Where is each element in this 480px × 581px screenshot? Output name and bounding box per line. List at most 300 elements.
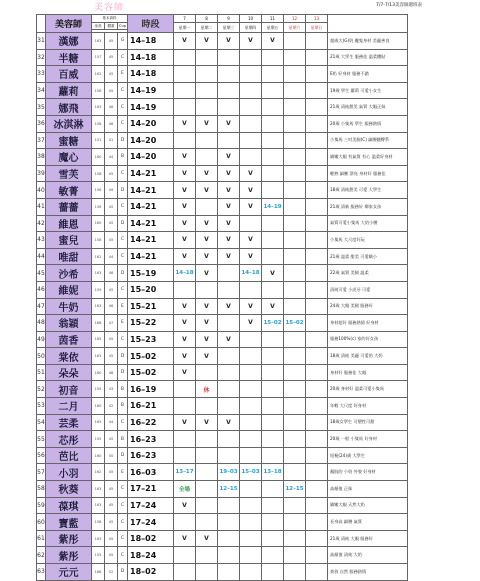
stylist-name: 芸柔 (46, 414, 92, 431)
weight-value: 42 (105, 398, 118, 415)
schedule-table (36, 14, 408, 581)
row-number: 51 (37, 364, 46, 381)
day-6-mark (284, 348, 306, 365)
day-3-mark (218, 132, 240, 149)
weight-value: 47 (105, 315, 118, 332)
day-2-mark (196, 49, 218, 66)
time-slot: 16–23 (128, 447, 174, 464)
header-slot: 時段 (128, 15, 174, 33)
remarks: 小隻馬 三吋美腿(C) 細腰翹臀系 (328, 132, 408, 149)
time-slot: 14–20 (128, 149, 174, 166)
day-4-mark (240, 364, 262, 381)
row-number: 60 (37, 514, 46, 531)
day-1-mark: V (174, 232, 196, 249)
day-1-mark: V (174, 364, 196, 381)
day-6-mark (284, 514, 306, 531)
day-5-mark (262, 514, 284, 531)
day-4-mark: V (240, 232, 262, 249)
height-value: 168 (92, 564, 105, 581)
weight-value: 45 (105, 464, 118, 481)
cup-value: D (118, 348, 128, 365)
time-slot: 18–02 (128, 564, 174, 581)
stylist-name: 蜜兒 (46, 232, 92, 249)
height-value: 160 (92, 215, 105, 232)
day-6-mark (284, 381, 306, 398)
cup-value: C (118, 99, 128, 116)
day-5-mark: V (262, 298, 284, 315)
day-7-mark (306, 66, 328, 83)
height-value: 156 (92, 182, 105, 199)
table-row (37, 348, 408, 365)
day-6-mark (284, 132, 306, 149)
remarks: E奶 好身材 服務不錯 (328, 66, 408, 83)
day-4-mark (240, 564, 262, 581)
cup-value: C (118, 481, 128, 498)
day-1-mark: V (174, 530, 196, 547)
weight-value: 45 (105, 165, 118, 182)
header-day-3: 9 (218, 15, 240, 23)
cup-value: C (118, 414, 128, 431)
remarks: 18歲女學生 可塑性可甜 (328, 414, 408, 431)
cup-value: D (118, 182, 128, 199)
stylist-name: 沙希 (46, 265, 92, 282)
stylist-name: 朵朵 (46, 364, 92, 381)
cup-value: D (118, 447, 128, 464)
day-1-mark: V (174, 298, 196, 315)
day-1-mark: V (174, 497, 196, 514)
day-5-mark (262, 215, 284, 232)
day-7-mark (306, 215, 328, 232)
day-1-mark: V (174, 248, 196, 265)
header-day-5: 11 (262, 15, 284, 23)
day-6-mark (284, 248, 306, 265)
height-value: 157 (92, 49, 105, 66)
table-row (37, 281, 408, 298)
cup-value: E (118, 464, 128, 481)
day-3-mark (218, 381, 240, 398)
remarks: 高顏值 清純 大奶 (328, 547, 408, 564)
row-number: 47 (37, 298, 46, 315)
time-slot: 16–22 (128, 414, 174, 431)
day-3-mark (218, 99, 240, 116)
day-1-mark (174, 398, 196, 415)
table-row (37, 115, 408, 132)
day-5-mark (262, 447, 284, 464)
day-7-mark (306, 514, 328, 531)
cup-value: C (118, 248, 128, 265)
day-7-mark (306, 248, 328, 265)
row-number: 46 (37, 281, 46, 298)
row-number: 32 (37, 49, 46, 66)
header-corner (37, 15, 46, 33)
day-6-mark: 15–02 (284, 315, 306, 332)
day-2-mark (196, 198, 218, 215)
day-4-mark: V (240, 298, 262, 315)
header-day-2: 8 (196, 15, 218, 23)
stylist-name: 紫彤 (46, 547, 92, 564)
day-2-mark: V (196, 248, 218, 265)
table-row (37, 82, 408, 99)
remarks: 嬌嫩大眼 天然大奶 (328, 497, 408, 514)
height-value: 158 (92, 115, 105, 132)
remarks: 輕熟 細腰 漂亮 身材好 服務佳 (328, 165, 408, 182)
day-3-mark: V (218, 198, 240, 215)
day-4-mark (240, 447, 262, 464)
header-weekday-2: 星期二 (196, 23, 218, 33)
stylist-name: 小羽 (46, 464, 92, 481)
day-3-mark: V (218, 165, 240, 182)
remarks: 19歲 學生 蘿莉 可愛小女生 (328, 82, 408, 99)
cup-value: B (118, 398, 128, 415)
weight-value: 45 (105, 481, 118, 498)
time-slot: 15–19 (128, 265, 174, 282)
height-value: 155 (92, 431, 105, 448)
cup-value: C (118, 514, 128, 531)
day-2-mark (196, 149, 218, 166)
row-number: 43 (37, 232, 46, 249)
time-slot: 14–20 (128, 115, 174, 132)
day-1-mark: V (174, 182, 196, 199)
day-6-mark (284, 364, 306, 381)
day-3-mark (218, 364, 240, 381)
day-1-mark (174, 431, 196, 448)
table-row (37, 381, 408, 398)
day-1-mark: V (174, 215, 196, 232)
time-slot: 14–18 (128, 66, 174, 83)
height-value: 160 (92, 149, 105, 166)
day-4-mark (240, 132, 262, 149)
row-number: 49 (37, 331, 46, 348)
day-7-mark (306, 99, 328, 116)
stylist-name: 維妮 (46, 281, 92, 298)
day-6-mark (284, 232, 306, 249)
day-1-mark (174, 547, 196, 564)
day-5-mark: V (262, 265, 284, 282)
table-row (37, 149, 408, 166)
height-value: 163 (92, 497, 105, 514)
remarks: 靚肢的 小奶 外貌 好身材 (328, 464, 408, 481)
cup-value: B (118, 149, 128, 166)
cup-value: C (118, 198, 128, 215)
day-6-mark (284, 265, 306, 282)
day-7-mark (306, 348, 328, 365)
day-5-mark (262, 182, 284, 199)
day-2-mark: V (196, 182, 218, 199)
height-value: 155 (92, 381, 105, 398)
weight-value: 46 (105, 265, 118, 282)
height-value: 168 (92, 315, 105, 332)
remarks: 短髮(24)歲 大學生 (328, 447, 408, 464)
height-value: 158 (92, 514, 105, 531)
remarks: 小隻馬 大尺度好玩 (328, 232, 408, 249)
cup-value: C (118, 281, 128, 298)
time-slot: 14–21 (128, 182, 174, 199)
stylist-name: 魔心 (46, 149, 92, 166)
row-number: 59 (37, 497, 46, 514)
day-4-mark (240, 547, 262, 564)
remarks: 身材好 服務佳 大眼 (328, 364, 408, 381)
cup-value: E (118, 298, 128, 315)
day-7-mark (306, 149, 328, 166)
day-5-mark (262, 165, 284, 182)
day-3-mark (218, 564, 240, 581)
height-value: 163 (92, 265, 105, 282)
weight-value: 46 (105, 115, 118, 132)
day-5-mark (262, 348, 284, 365)
day-1-mark: V (174, 315, 196, 332)
day-7-mark (306, 315, 328, 332)
weight-value: 50 (105, 447, 118, 464)
height-value: 162 (92, 66, 105, 83)
remarks: 長身高 細腰 氣質 (328, 514, 408, 531)
row-number: 39 (37, 165, 46, 182)
stylist-name: 翁穎 (46, 315, 92, 332)
day-2-mark (196, 364, 218, 381)
day-4-mark (240, 115, 262, 132)
remarks: 年輕 大尺度 好身材 (328, 398, 408, 415)
day-3-mark (218, 265, 240, 282)
day-3-mark (218, 497, 240, 514)
day-4-mark: 15–03 (240, 464, 262, 481)
day-5-mark (262, 331, 284, 348)
stylist-name: 芯彤 (46, 431, 92, 448)
height-value: 155 (92, 547, 105, 564)
table-row (37, 398, 408, 415)
day-2-mark (196, 132, 218, 149)
day-5-mark (262, 497, 284, 514)
table-row (37, 530, 408, 547)
schedule-rows (37, 33, 408, 581)
day-7-mark (306, 398, 328, 415)
table-row (37, 49, 408, 66)
day-1-mark: V (174, 33, 196, 50)
stylist-name: 棠依 (46, 348, 92, 365)
day-6-mark (284, 298, 306, 315)
remarks: 嬌嫩大眼 有氣質 有心 溫柔好身材 (328, 149, 408, 166)
stylist-name: 秋葵 (46, 481, 92, 498)
time-slot: 14–21 (128, 215, 174, 232)
day-3-mark (218, 49, 240, 66)
day-1-mark: V (174, 115, 196, 132)
day-6-mark (284, 149, 306, 166)
day-2-mark: V (196, 331, 218, 348)
day-3-mark (218, 66, 240, 83)
day-7-mark (306, 49, 328, 66)
stylist-name: 紫彤 (46, 530, 92, 547)
day-1-mark: 14–18 (174, 265, 196, 282)
header-weekday-7: 星期日 (306, 23, 328, 33)
time-slot: 15–20 (128, 281, 174, 298)
day-7-mark (306, 165, 328, 182)
day-4-mark (240, 414, 262, 431)
time-slot: 14–20 (128, 132, 174, 149)
table-row (37, 99, 408, 116)
time-slot: 14–21 (128, 232, 174, 249)
stylist-name: 冰淇淋 (46, 115, 92, 132)
day-4-mark (240, 481, 262, 498)
day-4-mark (240, 281, 262, 298)
header-remarks (328, 15, 408, 33)
height-value: 165 (92, 414, 105, 431)
day-2-mark (196, 281, 218, 298)
stylist-name: 葆琪 (46, 497, 92, 514)
weight-value: 45 (105, 331, 118, 348)
day-7-mark (306, 232, 328, 249)
weight-value: 45 (105, 66, 118, 83)
remarks: 清純可愛 小虎牙 可愛 (328, 281, 408, 298)
day-1-mark (174, 49, 196, 66)
day-1-mark (174, 132, 196, 149)
day-2-mark: V (196, 215, 218, 232)
weight-value: 41 (105, 132, 118, 149)
day-6-mark (284, 82, 306, 99)
time-slot: 16–19 (128, 381, 174, 398)
stylist-name: 二月 (46, 398, 92, 415)
height-value: 160 (92, 398, 105, 415)
day-4-mark: 14–18 (240, 265, 262, 282)
day-2-mark (196, 447, 218, 464)
time-slot: 15–02 (128, 364, 174, 381)
cup-value: C (118, 497, 128, 514)
row-number: 50 (37, 348, 46, 365)
table-row (37, 464, 408, 481)
row-number: 38 (37, 149, 46, 166)
cup-value: C (118, 232, 128, 249)
height-value: 163 (92, 348, 105, 365)
day-3-mark: 12–15 (218, 481, 240, 498)
stylist-name: 薔薔 (46, 198, 92, 215)
table-row (37, 66, 408, 83)
day-4-mark (240, 149, 262, 166)
day-2-mark (196, 514, 218, 531)
cup-value: C (118, 165, 128, 182)
weight-value: 45 (105, 232, 118, 249)
row-number: 42 (37, 215, 46, 232)
day-6-mark (284, 198, 306, 215)
day-4-mark: V (240, 198, 262, 215)
table-row (37, 232, 408, 249)
stylist-name: 唯甜 (46, 248, 92, 265)
height-value: 163 (92, 530, 105, 547)
day-6-mark (284, 281, 306, 298)
weight-value: 46 (105, 298, 118, 315)
day-5-mark (262, 99, 284, 116)
time-slot: 18–02 (128, 530, 174, 547)
table-row (37, 298, 408, 315)
day-2-mark (196, 398, 218, 415)
stylist-name: 芭比 (46, 447, 92, 464)
day-6-mark (284, 331, 306, 348)
cup-value: C (118, 82, 128, 99)
day-3-mark (218, 315, 240, 332)
cup-value: D (118, 265, 128, 282)
day-4-mark (240, 215, 262, 232)
header-weight: 體重 (105, 23, 118, 30)
day-4-mark: V (240, 315, 262, 332)
table-row (37, 497, 408, 514)
height-value: 162 (92, 464, 105, 481)
day-7-mark (306, 464, 328, 481)
height-value: 163 (92, 298, 105, 315)
day-6-mark (284, 497, 306, 514)
day-2-mark: V (196, 315, 218, 332)
day-7-mark (306, 447, 328, 464)
weight-value: 45 (105, 281, 118, 298)
day-6-mark (284, 182, 306, 199)
remarks: 22歲 氣質 美腿 溫柔 (328, 265, 408, 282)
stylist-name: 蘿莉 (46, 82, 92, 99)
day-5-mark (262, 364, 284, 381)
day-2-mark: V (196, 265, 218, 282)
day-1-mark (174, 447, 196, 464)
row-number: 41 (37, 198, 46, 215)
day-4-mark (240, 497, 262, 514)
stylist-name: 漢娜 (46, 33, 92, 50)
day-1-mark: V (174, 348, 196, 365)
time-slot: 16–23 (128, 431, 174, 448)
time-slot: 16–03 (128, 464, 174, 481)
day-7-mark (306, 33, 328, 50)
table-row (37, 364, 408, 381)
day-5-mark (262, 149, 284, 166)
day-1-mark (174, 381, 196, 398)
day-3-mark: V (218, 182, 240, 199)
weight-value: 45 (105, 49, 118, 66)
time-slot: 14–19 (128, 99, 174, 116)
day-6-mark (284, 215, 306, 232)
header-basic: 基本資料 (92, 15, 128, 23)
schedule-sheet (36, 0, 466, 580)
height-value: 160 (92, 364, 105, 381)
table-row (37, 33, 408, 50)
day-7-mark (306, 564, 328, 581)
table-row (37, 248, 408, 265)
row-number: 58 (37, 481, 46, 498)
day-3-mark: V (218, 232, 240, 249)
day-5-mark (262, 530, 284, 547)
row-number: 52 (37, 381, 46, 398)
table-row (37, 198, 408, 215)
day-6-mark (284, 115, 306, 132)
day-6-mark (284, 530, 306, 547)
weight-value: 49 (105, 182, 118, 199)
time-slot: 15–22 (128, 315, 174, 332)
cup-value: B (118, 381, 128, 398)
stylist-name: 維恩 (46, 215, 92, 232)
stylist-name: 初音 (46, 381, 92, 398)
height-value: 158 (92, 232, 105, 249)
header-height: 身高 (92, 23, 105, 30)
day-6-mark (284, 398, 306, 415)
row-number: 56 (37, 447, 46, 464)
row-number: 36 (37, 115, 46, 132)
day-7-mark (306, 198, 328, 215)
time-slot: 17–21 (128, 481, 174, 498)
row-number: 44 (37, 248, 46, 265)
time-slot: 18–24 (128, 547, 174, 564)
stylist-name: 雪芙 (46, 165, 92, 182)
weight-value: 45 (105, 514, 118, 531)
day-7-mark (306, 364, 328, 381)
header-weekday-1: 星期一 (174, 23, 196, 33)
sheet-title: 7/7-7/13美容師週班表 (376, 3, 422, 8)
day-5-mark (262, 248, 284, 265)
day-7-mark (306, 132, 328, 149)
day-2-mark: V (196, 33, 218, 50)
day-2-mark: V (196, 348, 218, 365)
day-2-mark (196, 564, 218, 581)
remarks: 18歲 清純甜美 可愛 大學生 (328, 182, 408, 199)
